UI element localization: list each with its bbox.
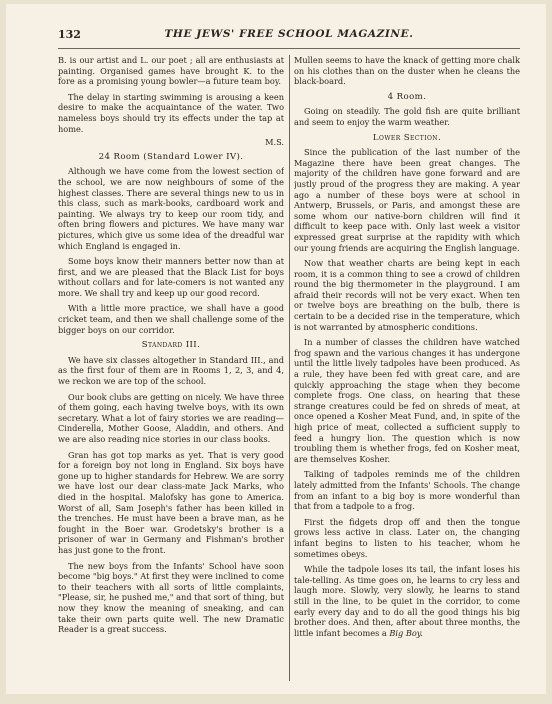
section-heading-room-24: 24 Room (Standard Lower IV).	[98, 151, 244, 162]
paragraph-text: While the tadpole loses its tail, the infant loses his tale-telling. As time goes on, he learns to cry less and laugh more. Slowly, very slowly, he learns to stand still in the line, to be quiet in the corridor, to come early every day and to do all the good things his big brother does. And then, after about three months, the little infant becomes a	[294, 564, 520, 638]
paragraph: First the fidgets drop off and then the tongue grows less active in class. Later on, the changing infant begins to listen to his teacher, whom he sometimes obeys.	[294, 516, 520, 559]
paragraph: Mullen seems to have the knack of getting more chalk on his clothes than on the duster when he cleans the black-board.	[294, 55, 520, 87]
paragraph: Gran has got top marks as yet. That is very good for a foreign boy not long in England. Six boys have gone up to higher standards for Hebrew. We are sorry we have lost our dear class-mate Jack Marks, who died in the hospital. Malofsky has gone to America. Worst of all, Sam Joseph's father has been killed in the trenches. He must have been a brave man, as he fought in the Boer war. Grodetsky's brother is a prisoner of war in Germany and Fishman's brother has just gone to the front.	[58, 449, 284, 555]
paragraph: The new boys from the Infants' School have soon become "big boys." At first they were inclined to come to their teachers with all sorts of little complaints, "Please, sir, he pushed me," and that sort of thing, but now they know the meaning of sneaking, and can take their own parts quite well. The new Dramatic Reader is a great success.	[58, 560, 284, 635]
paragraph: Going on steadily. The gold fish are quite brilliant and seem to enjoy the warm weather.	[294, 106, 520, 127]
paragraph: Although we have come from the lowest section of the school, we are now neighbours of some of the highest classes. There are several things new to us in this class, such as mark-books, cardboard work and painting. We always try to keep our room tidy, and often bring flowers and pictures. We have many war pictures, which give us some idea of the dreadful war which England is engaged in.	[58, 166, 284, 251]
page-header	[58, 26, 520, 49]
page-number: 132	[58, 28, 81, 41]
section-heading-standard-3: Standard III.	[141, 340, 201, 351]
magazine-page	[6, 4, 546, 694]
signature: M.S.	[265, 137, 284, 148]
magazine-title: THE JEWS' FREE SCHOOL MAGAZINE.	[164, 28, 414, 40]
paragraph: The delay in starting swimming is arousing a keen desire to make the acquaintance of the water. Two nameless boys should try its effects under the tap at home.	[58, 91, 284, 134]
column-divider	[289, 55, 290, 681]
right-column	[294, 55, 520, 681]
article-columns	[58, 55, 520, 681]
paragraph: Now that weather charts are being kept in each room, it is a common thing to see a crowd of children round the big thermometer in the playground. I am afraid their records will not be very exact. When ten or twelve boys are breathing on the bulb, there is certain to be a decided rise in the temperature, which is not warranted by atmospheric conditions.	[294, 258, 520, 332]
left-column	[58, 55, 284, 681]
section-heading-lower-section: Lower Section.	[372, 132, 442, 143]
big-boy-emphasis: Big Boy.	[389, 627, 423, 638]
paragraph: Talking of tadpoles reminds me of the children lately admitted from the Infants' Schools. The change from an infant to a big boy is more wonderful than that from a tadpole to a frog.	[294, 469, 520, 512]
paragraph-final	[294, 564, 520, 638]
paragraph: In a number of classes the children have watched frog spawn and the various changes it has undergone until the little lively tadpoles have been produced. As a rule, they have been fed with great care, and are quickly approaching the stage when they become complete frogs. One class, on hearing that these strange creatures could be fed on shreds of meat, at once opened a Kosher Meat Fund, and, in spite of the high price of meat, collected a sufficient supply to feed a hungry lion. The question which is now troubling them is whether frogs, fed on Kosher meat, are themselves Kosher.	[294, 337, 520, 464]
paragraph: Our book clubs are getting on nicely. We have three of them going, each having twelve boys, with its own secretary. What a lot of fairy stories we are reading—Cinderella, Mother Goose, Aladdin, and others. And we are also reading nice stories in our class books.	[58, 391, 284, 444]
paragraph: Since the publication of the last number of the Magazine there have been great changes. The majority of the children have gone forward and are justly proud of the progress they are making. A year ago a number of these boys were at school in Antwerp, Brussels, or Paris, and amongst these are some whom our native-born children will find it difficult to keep pace with. Only last week a visitor expressed great surprise at the rapidity with which our young friends are acquiring the English language.	[294, 147, 520, 253]
paragraph: With a little more practice, we shall have a good cricket team, and then we shall challenge some of the bigger boys on our corridor.	[58, 303, 284, 335]
paragraph: B. is our artist and L. our poet ; all are enthusiasts at painting. Organised games have brought K. to the fore as a promising young bowler—a future team boy.	[58, 55, 284, 87]
section-heading-room-4: 4 Room.	[387, 91, 427, 102]
paragraph: Some boys know their manners better now than at first, and we are pleased that the Black List for boys without collars and for late-comers is not wanted any more. We shall try and keep up our good record.	[58, 256, 284, 298]
paragraph: We have six classes altogether in Standard III., and as the first four of them are in Rooms 1, 2, 3, and 4, we reckon we are top of the school.	[58, 354, 284, 387]
